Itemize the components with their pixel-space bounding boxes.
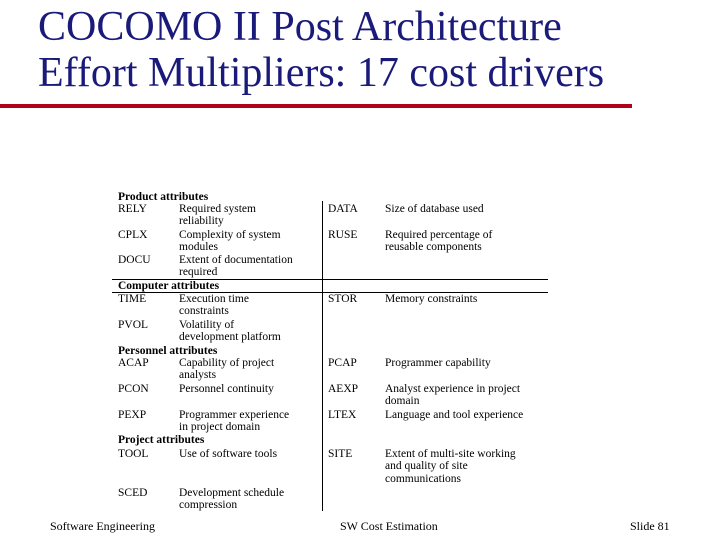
driver-desc-ltex: Language and tool experience (385, 409, 524, 421)
driver-code-aexp: AEXP (328, 383, 359, 395)
footer-topic: SW Cost Estimation (340, 519, 438, 533)
driver-desc-aexp-cont: domain (385, 395, 420, 407)
slide-title-line-2: Effort Multipliers: 17 cost drivers (38, 50, 605, 96)
driver-desc-pcap: Programmer capability (385, 357, 491, 369)
section-heading-product: Product attributes (118, 191, 209, 203)
driver-desc-tool: Use of software tools (179, 448, 278, 460)
driver-desc-acap-cont: analysts (179, 369, 217, 381)
driver-desc-site: Extent of multi-site working (385, 448, 516, 460)
slide-title-line-1: COCOMO II Post Architecture (38, 4, 562, 50)
driver-desc-cplx-cont: modules (179, 241, 218, 253)
section-heading-personnel: Personnel attributes (118, 345, 218, 357)
driver-code-site: SITE (328, 448, 353, 460)
driver-code-sced: SCED (118, 487, 148, 499)
driver-desc-rely: Required system (179, 203, 256, 215)
column-divider (322, 201, 323, 511)
driver-desc-rely-cont: reliability (179, 215, 224, 227)
driver-code-pvol: PVOL (118, 319, 149, 331)
driver-desc-pexp-cont: in project domain (179, 421, 261, 433)
driver-desc-site-cont-2: communications (385, 473, 462, 485)
driver-desc-cplx: Complexity of system (179, 229, 281, 241)
driver-code-time: TIME (118, 293, 147, 305)
driver-code-docu: DOCU (118, 254, 151, 266)
driver-desc-pvol-cont: development platform (179, 331, 281, 343)
driver-desc-pvol: Volatility of (179, 319, 235, 331)
driver-code-cplx: CPLX (118, 229, 148, 241)
driver-code-data: DATA (328, 203, 358, 215)
section-divider-computer (112, 279, 548, 280)
driver-desc-ruse: Required percentage of (385, 229, 493, 241)
driver-code-ruse: RUSE (328, 229, 358, 241)
driver-desc-ruse-cont: reusable components (385, 241, 482, 253)
driver-code-ltex: LTEX (328, 409, 357, 421)
footer-slide-number: Slide 81 (630, 519, 670, 533)
driver-desc-pcon: Personnel continuity (179, 383, 274, 395)
driver-desc-time: Execution time (179, 293, 249, 305)
driver-code-pcon: PCON (118, 383, 149, 395)
driver-desc-sced: Development schedule (179, 487, 285, 499)
driver-code-rely: RELY (118, 203, 147, 215)
section-heading-project: Project attributes (118, 434, 205, 446)
driver-desc-site-cont: and quality of site (385, 460, 468, 472)
driver-desc-docu: Extent of documentation (179, 254, 293, 266)
driver-code-tool: TOOL (118, 448, 149, 460)
driver-desc-acap: Capability of project (179, 357, 275, 369)
driver-desc-sced-cont: compression (179, 499, 238, 511)
driver-desc-data: Size of database used (385, 203, 484, 215)
driver-desc-pexp: Programmer experience (179, 409, 290, 421)
driver-code-pexp: PEXP (118, 409, 147, 421)
section-heading-computer: Computer attributes (118, 280, 220, 292)
driver-desc-time-cont: constraints (179, 305, 229, 317)
driver-desc-docu-cont: required (179, 266, 218, 278)
driver-code-stor: STOR (328, 293, 358, 305)
driver-code-pcap: PCAP (328, 357, 357, 369)
driver-desc-stor: Memory constraints (385, 293, 478, 305)
driver-desc-aexp: Analyst experience in project (385, 383, 521, 395)
driver-code-acap: ACAP (118, 357, 149, 369)
footer-course: Software Engineering (50, 519, 155, 533)
